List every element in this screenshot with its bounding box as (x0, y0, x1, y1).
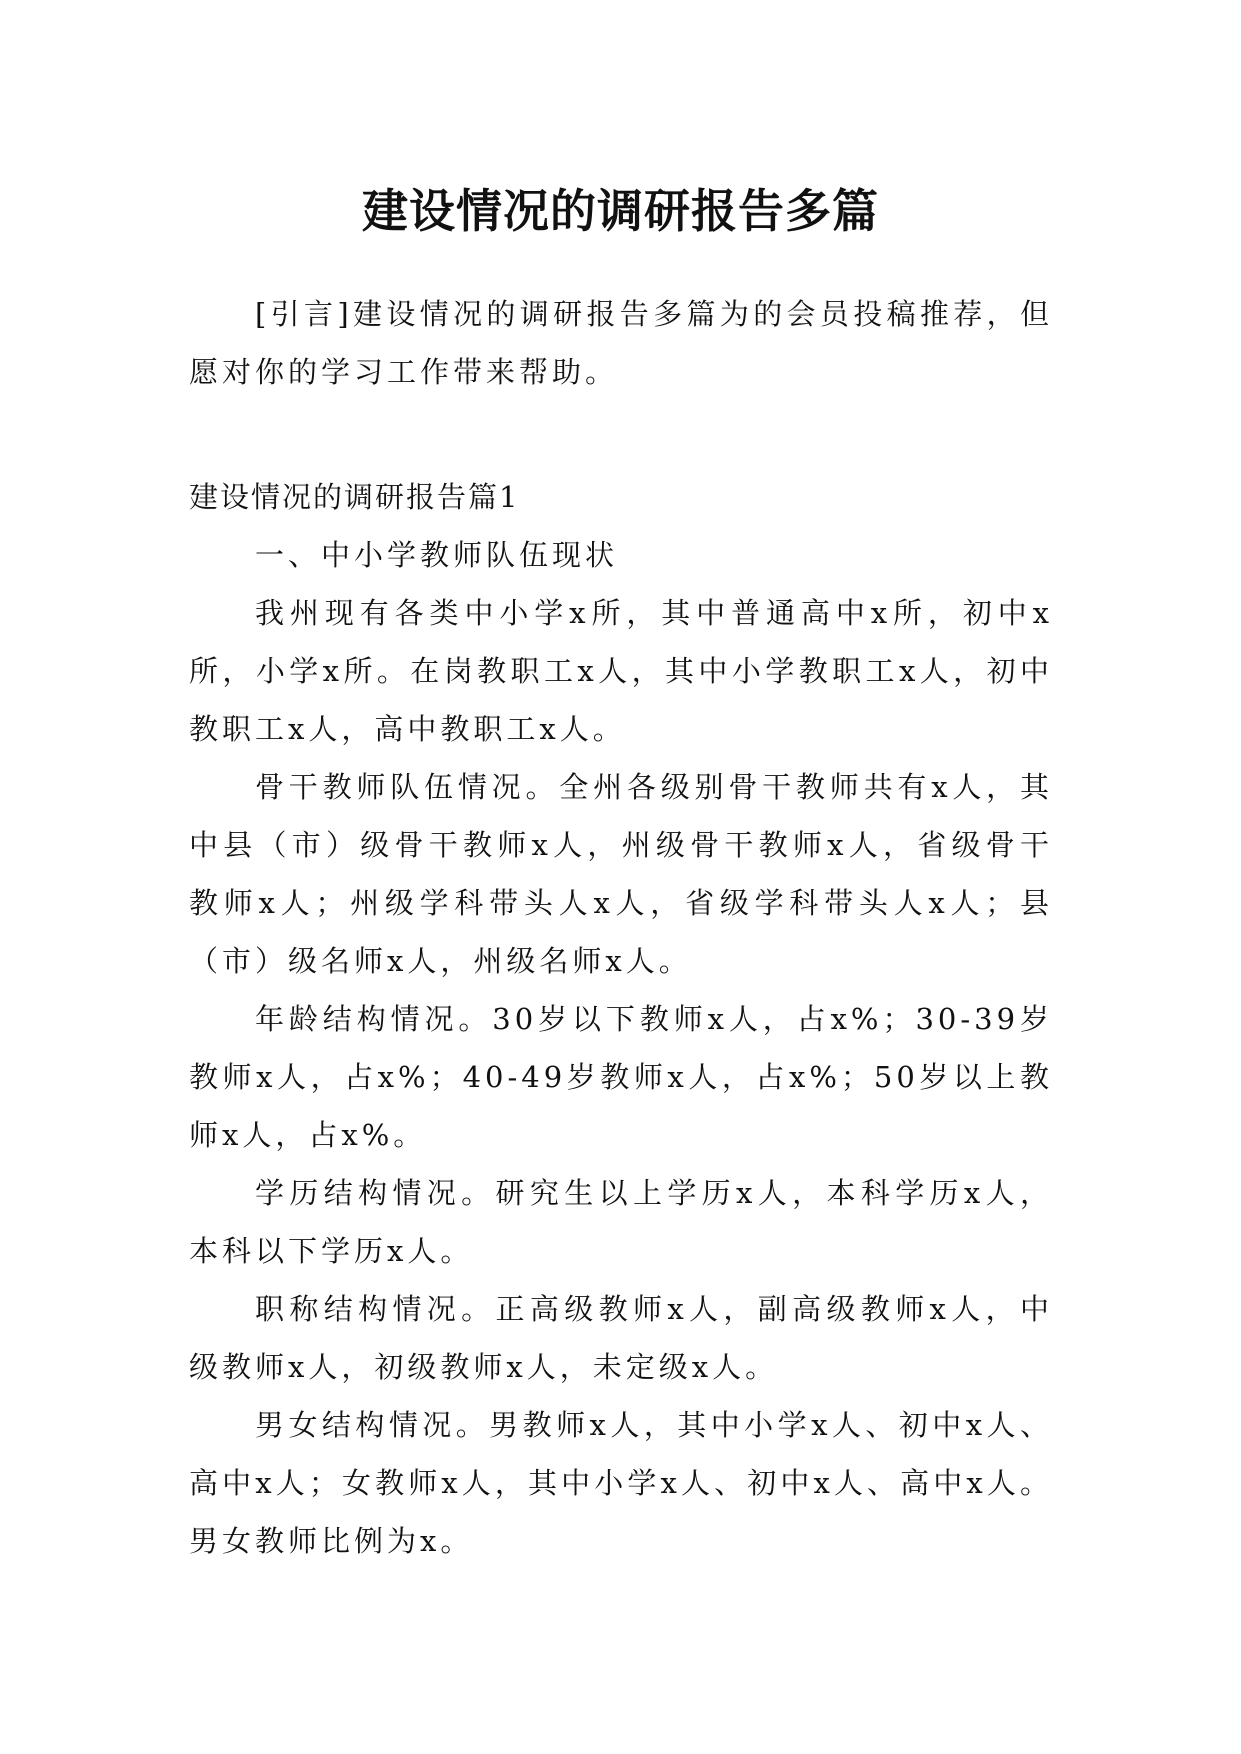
intro-paragraph: [引言]建设情况的调研报告多篇为的会员投稿推荐，但愿对你的学习工作带来帮助。 (189, 297, 1053, 389)
age-structure-paragraph: 年龄结构情况。30岁以下教师x人，占x%；30-39岁教师x人，占x%；40-49岁教师x人，占x%；50岁以上教师x人，占x%。 (189, 1002, 1053, 1152)
education-structure-paragraph: 学历结构情况。研究生以上学历x人，本科学历x人，本科以下学历x人。 (189, 1176, 1053, 1268)
document-title: 建设情况的调研报告多篇 (362, 183, 879, 238)
title-structure-paragraph: 职称结构情况。正高级教师x人，副高级教师x人，中级教师x人，初级教师x人，未定级x人。 (189, 1292, 1053, 1384)
section-heading: 建设情况的调研报告篇1 (189, 480, 520, 514)
subsection-heading: 一、中小学教师队伍现状 (255, 538, 619, 572)
backbone-teachers-paragraph: 骨干教师队伍情况。全州各级别骨干教师共有x人，其中县（市）级骨干教师x人，州级骨干教师x人，省级骨干教师x人；州级学科带头人x人，省级学科带头人x人；县（市）级名师x人，州级名师x人。 (189, 770, 1053, 978)
document-body (189, 526, 1053, 1570)
gender-structure-paragraph: 男女结构情况。男教师x人，其中小学x人、初中x人、高中x人；女教师x人，其中小学x人、初中x人、高中x人。男女教师比例为x。 (189, 1408, 1053, 1558)
school-count-paragraph: 我州现有各类中小学x所，其中普通高中x所，初中x所，小学x所。在岗教职工x人，其中小学教职工x人，初中教职工x人，高中教职工x人。 (189, 596, 1053, 746)
